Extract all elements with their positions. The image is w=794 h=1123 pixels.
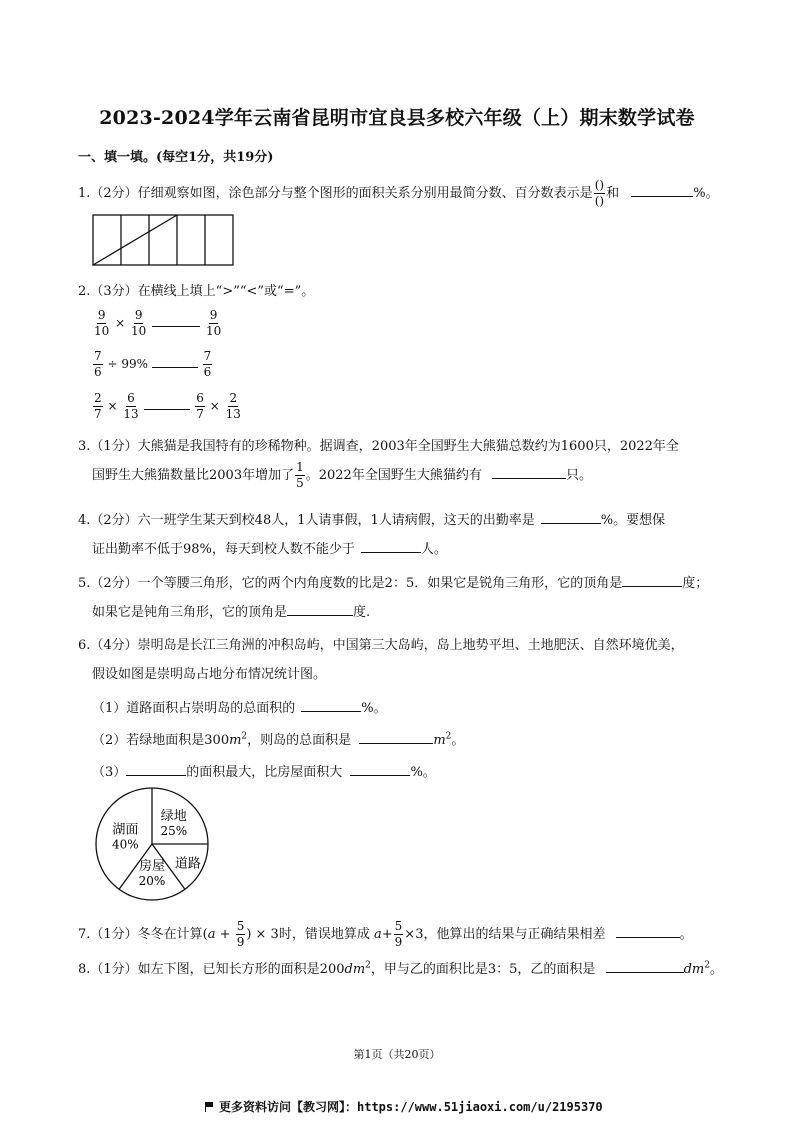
pie-label: 湖面 [112,822,139,838]
answer-blank[interactable] [144,395,190,410]
pie-value-label: 40% [112,837,139,852]
pie-value-label: 20% [138,874,166,888]
question-6-sub-3: （3） 的面积最大，比房屋面积大 %。 [92,761,436,780]
compare-row-1: $\frac{9}{10}$ × $\frac{9}{10}$ $\frac{9}{10}$ [94,308,222,338]
answer-blank[interactable] [350,761,410,776]
answer-blank[interactable] [541,509,601,524]
compare-row-2: $\frac{7}{6}$ ÷ 99% $\frac{7}{6}$ [94,349,212,379]
question-3-line-1: 3.（1分）大熊猫是我国特有的珍稀物种。据调查，2003年全国野生大熊猫总数约为1600只，2022年全 [78,439,679,454]
question-2: 2.（3分）在横线上填上“>”“<”或“=”。 [78,284,315,299]
answer-blank[interactable] [616,923,680,938]
pie-value-label: 25% [160,824,188,839]
answer-blank[interactable] [126,761,186,776]
answer-blank[interactable] [287,601,353,616]
flag-icon [205,1102,214,1112]
fraction-blank: $\frac{()}{()}$ [594,178,605,208]
answer-blank[interactable] [359,729,433,744]
pie-label: 绿地 [160,809,187,825]
answer-blank[interactable] [606,958,684,973]
answer-blank[interactable] [152,353,198,368]
question-5-line-2: 如果它是钝角三角形，它的顶角是 度. [92,601,370,620]
question-6-sub-1: （1）道路面积占崇明岛的总面积的 %。 [92,697,387,716]
rectangle-figure [92,214,234,266]
answer-blank[interactable] [152,312,200,327]
question-3-line-2: 国野生大熊猫数量比2003年增加了 $\frac{1}{5}$ 。2022年全国野生大熊猫约有 只。 [92,460,592,490]
section-heading: 一、填一填。(每空1分，共19分) [78,150,274,165]
question-5-line-1: 5.（2分）一个等腰三角形，它的两个内角度数的比是2：5．如果它是锐角三角形，它的顶角是 度； [78,572,708,591]
compare-row-3: $\frac{2}{7}$ × $\frac{6}{13}$ $\frac{6}{7}$ × $\frac{2}{13}$ [94,391,241,421]
answer-blank[interactable] [301,697,361,712]
question-4-line-2: 证出勤率不低于98%，每天到校人数不能少于 人。 [92,538,447,557]
question-7: 7.（1分）冬冬在计算(a + $\frac{5}{9}$ ) × 3时，错误地算成 a+ $\frac{5}{9}$ ×3，他算出的结果与正确结果相差 。 [78,919,693,949]
pie-label: 道路 [174,856,201,872]
resource-link[interactable]: 更多资料访问【教习网】：https://www.51jiaoxi.com/u/2195370 [205,1098,603,1115]
answer-blank[interactable] [631,182,693,197]
answer-blank[interactable] [492,464,566,479]
pie-label: 房屋 [138,859,166,874]
page-title: 2023-2024学年云南省昆明市宜良县多校六年级（上）期末数学试卷 [99,107,695,129]
answer-blank[interactable] [622,572,682,587]
page-footer: 第1页（共20页） [353,1048,441,1061]
question-1: 1.（2分）仔细观察如图，涂色部分与整个图形的面积关系分别用最简分数、百分数表示是 $\frac{()}{()}$ 和 %。 [78,178,719,208]
question-4-line-1: 4.（2分）六一班学生某天到校48人，1人请事假，1人请病假，这天的出勤率是 %。要想保 [78,509,665,528]
question-6-line-2: 假设如图是崇明岛占地分布情况统计图。 [92,667,327,682]
question-8: 8.（1分）如左下图，已知长方形的面积是$200dm^2$，甲与乙的面积比是3：5，乙的面积是 $dm^2$。 [78,958,723,977]
answer-blank[interactable] [361,538,421,553]
pie-chart [94,786,210,902]
question-6-line-1: 6.（4分）崇明岛是长江三角洲的冲积岛屿，中国第三大岛屿，岛上地势平坦、土地肥沃、自然环境优美， [78,638,684,653]
question-6-sub-2: （2）若绿地面积是$300m^2$，则岛的总面积是 $m^2$。 [92,729,464,748]
